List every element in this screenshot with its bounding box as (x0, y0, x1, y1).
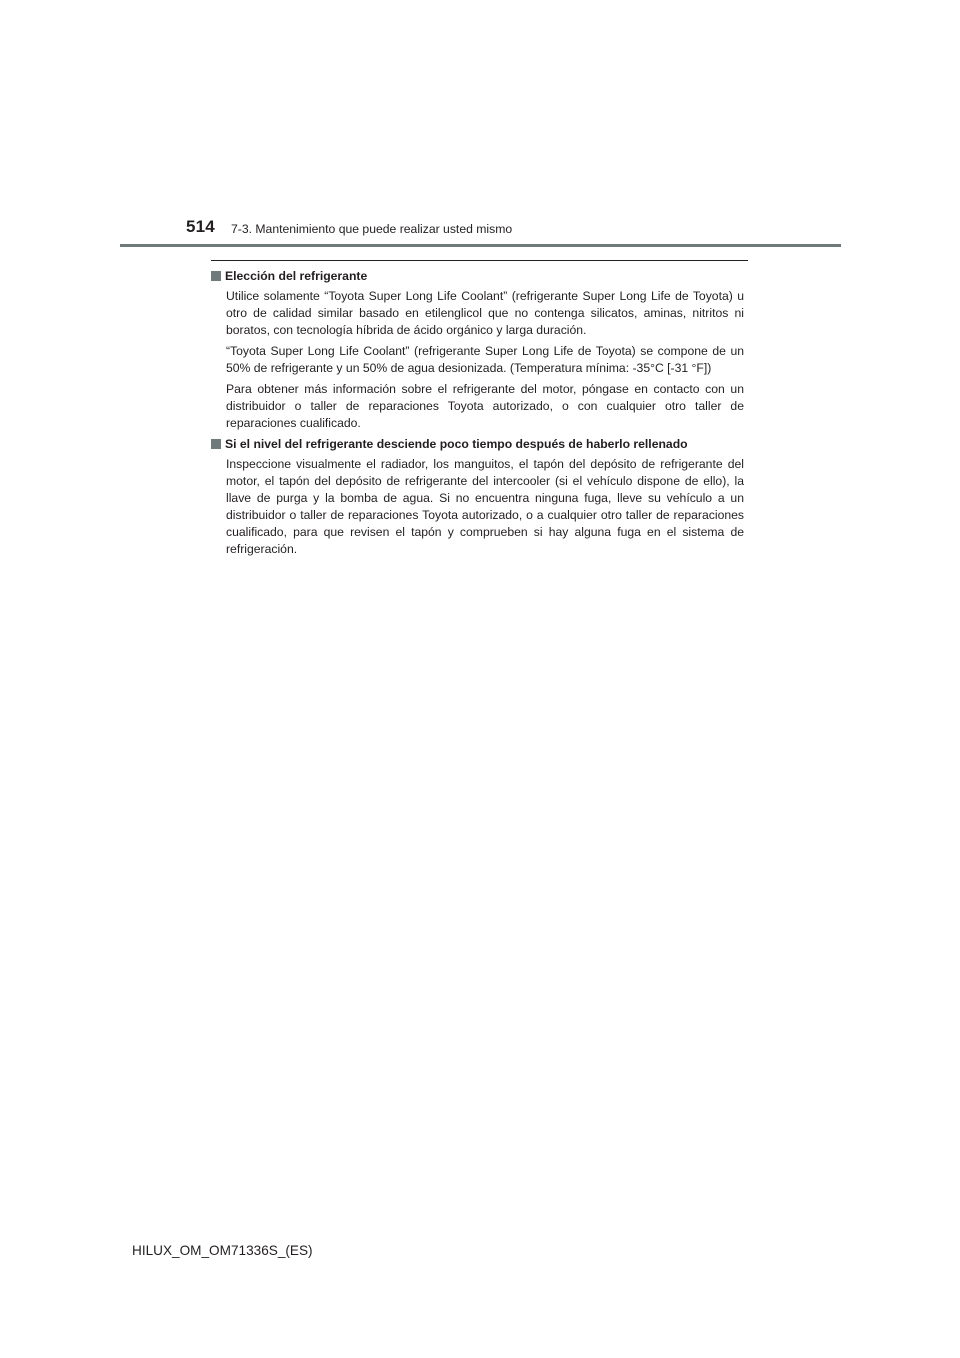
document-code: HILUX_OM_OM71336S_(ES) (132, 1243, 313, 1258)
header-divider (120, 244, 841, 247)
paragraph: “Toyota Super Long Life Coolant” (refrigerante Super Long Life de Toyota) se compone de un 50% de refrigerante y un 50% de agua desionizada. (Temperatura mínima: -35°C [-31 °F]) (226, 344, 744, 375)
section-heading (211, 436, 744, 453)
page-content (211, 268, 744, 562)
paragraph: Utilice solamente “Toyota Super Long Life Coolant” (refrigerante Super Long Life de Toyota) u otro de calidad similar basado en etilenglicol que no contenga silicatos, aminas, nitritos ni boratos, con tecnología híbrida de ácido orgánico y larga duración. (226, 289, 744, 337)
section-heading-text: Si el nivel del refrigerante desciende poco tiempo después de haberlo rellenado (225, 437, 688, 451)
chapter-title: 7-3. Mantenimiento que puede realizar usted mismo (231, 222, 513, 236)
paragraph: Inspeccione visualmente el radiador, los manguitos, el tapón del depósito de refrigerante del motor, el tapón del depósito de refrigerante del intercooler (si el vehículo dispone de ello), la llave de purga y la bomba de agua. Si no encuentra ninguna fuga, lleve su vehículo a un distribuidor o taller de reparaciones Toyota autorizado, o a cualquier otro taller de reparaciones cualificado, para que revisen el tapón y comprueben si hay alguna fuga en el sistema de refrigeración. (226, 457, 744, 556)
paragraph: Para obtener más información sobre el refrigerante del motor, póngase en contacto con un distribuidor o taller de reparaciones Toyota autorizado, o con cualquier otro taller de reparaciones cualificado. (226, 382, 744, 430)
section-divider (211, 260, 748, 261)
section-coolant-level-drop (211, 436, 744, 558)
section-heading-text: Elección del refrigerante (225, 269, 368, 283)
square-bullet-icon (211, 271, 221, 281)
page-number: 514 (186, 217, 215, 236)
section-heading (211, 268, 744, 285)
section-coolant-selection (211, 268, 744, 432)
square-bullet-icon (211, 439, 221, 449)
